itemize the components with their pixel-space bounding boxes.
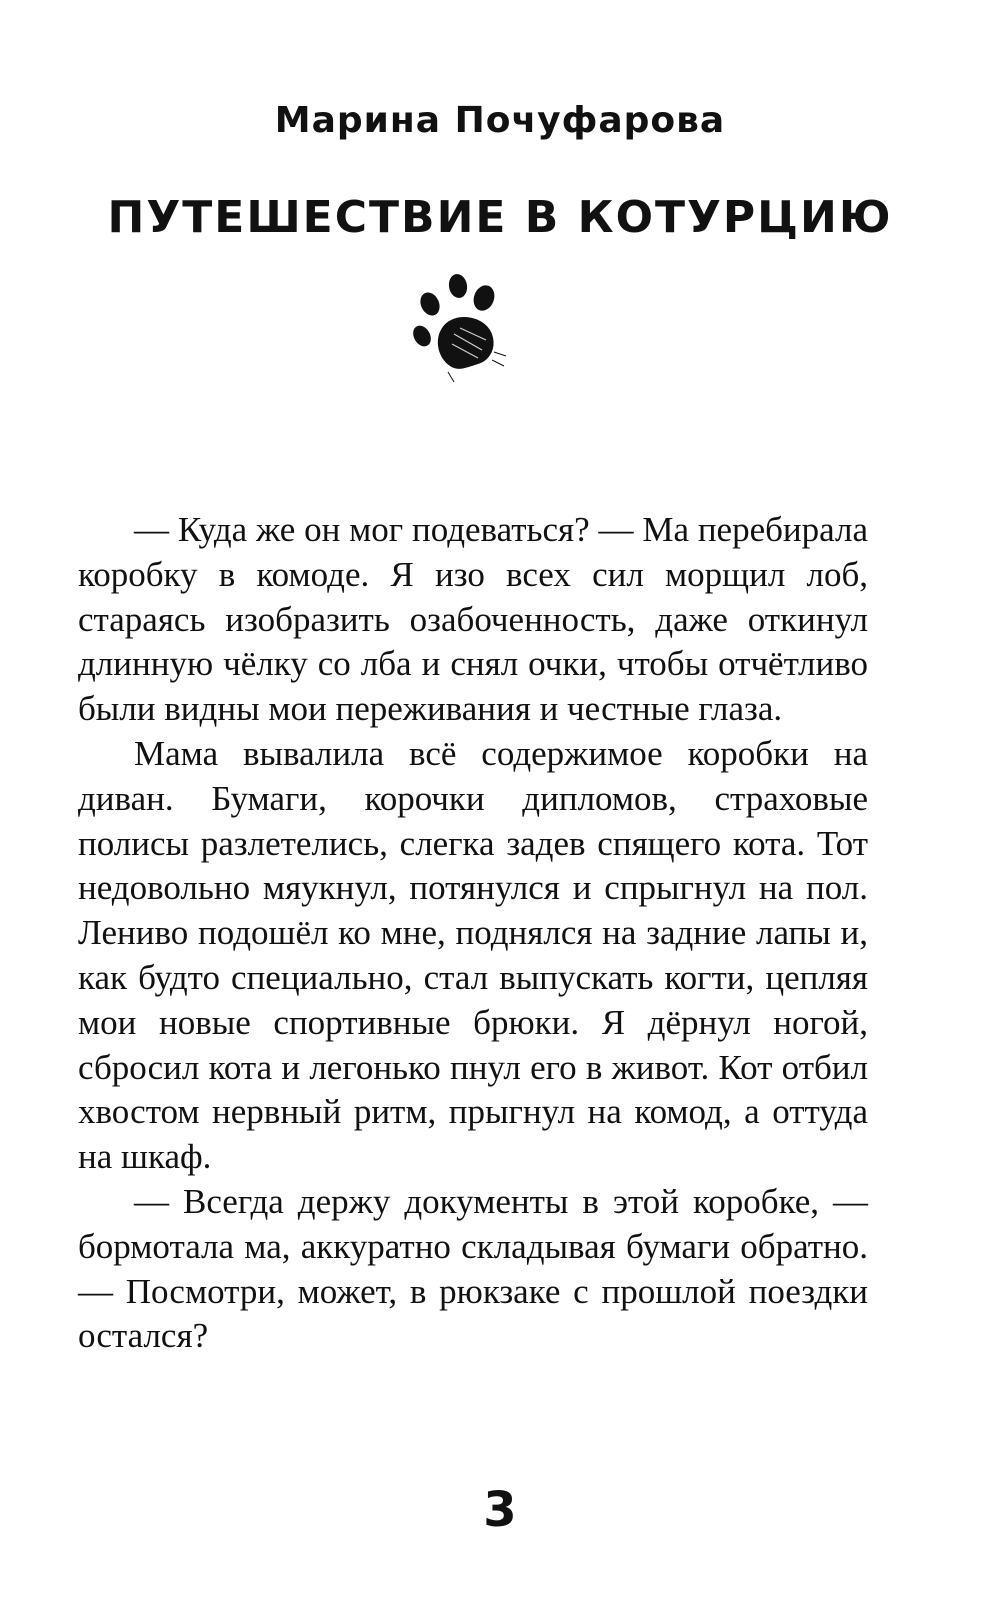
page-number: 3 [483, 1482, 517, 1538]
paw-print-icon [408, 268, 518, 388]
paragraph: Мама вывалила всё содержимое коробки на диван. Бумаги, корочки дипломов, страховые полисы разлетелись, слегка задев спящего кота. Тот недовольно мяукнул, потянулся и спрыгнул на пол. Лениво подошёл ко мне, поднялся на задние лапы и, как будто специально, стал выпускать когти, цепляя мои новые спортивные брюки. Я дёрнул ногой, сбросил кота и легонько пнул его в живот. Кот отбил хвостом нервный ритм, прыгнул на комод, а оттуда на шкаф. [78, 733, 868, 1177]
paragraph: — Куда же он мог подеваться? — Ма перебирала коробку в комоде. Я изо всех сил морщил лоб, стараясь изобразить озабоченность, даже откинул длинную чёлку со лба и снял очки, чтобы отчётливо были видны мои переживания и честные глаза. [78, 510, 868, 729]
paragraph: — Всегда держу документы в этой коробке, — бормотала ма, аккуратно складывая бумаги обратно. — Посмотри, может, в рюкзаке с прошлой поездки остался? [78, 1181, 868, 1356]
body-text [78, 508, 868, 1359]
author-name: Марина Почуфарова [274, 100, 726, 141]
book-title: ПУТЕШЕСТВИЕ В КОТУРЦИЮ [107, 192, 893, 243]
